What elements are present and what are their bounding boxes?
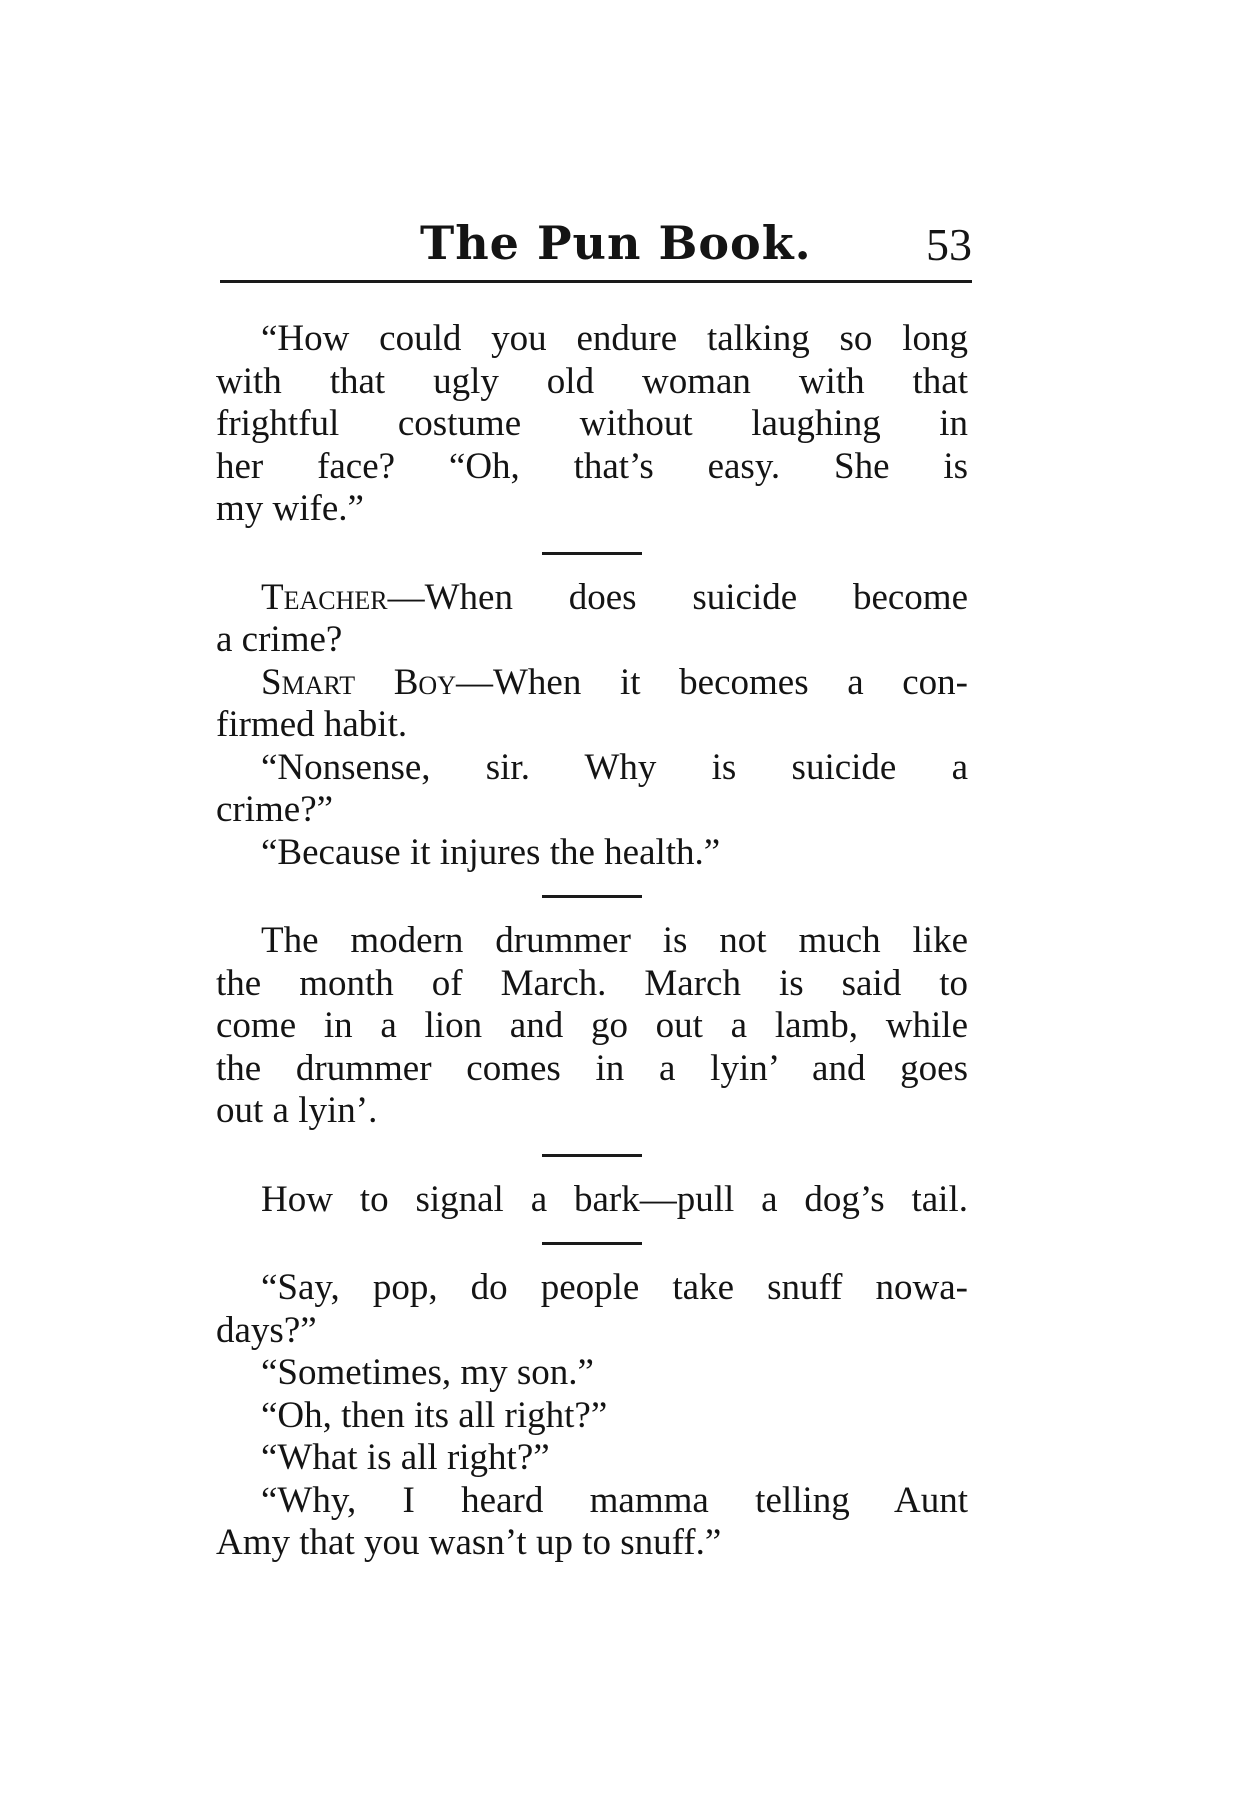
text-line: “Sometimes, my son.” [261, 1352, 594, 1393]
line-text: —When does suicide become [387, 576, 968, 618]
section-divider [542, 552, 642, 555]
section-divider [542, 1154, 642, 1157]
text-line: “Nonsense, sir. Why is suicide a [261, 746, 968, 788]
joke-1 [216, 318, 968, 531]
text-line: How to signal a bark—pull a dog’s tail. [261, 1178, 968, 1220]
dialogue-line [216, 577, 968, 620]
dialogue-line [216, 662, 968, 705]
page-body [216, 318, 968, 1565]
joke-3 [216, 920, 968, 1133]
line-text: —When it becomes a con- [456, 661, 968, 703]
text-line: Amy that you wasn’t up to snuff.” [216, 1522, 722, 1563]
page-header [220, 210, 972, 283]
joke-4 [216, 1179, 968, 1222]
text-line: The modern drummer is not much like [261, 920, 968, 961]
text-line: frightful costume without laughing in [216, 403, 968, 444]
text-line: days?” [216, 1309, 317, 1351]
text-line: the drummer comes in a lyin’ and goes [216, 1047, 968, 1089]
text-line: “How could you endure talking so long [261, 318, 968, 359]
text-line: out a lyin’. [216, 1090, 378, 1131]
page-number: 53 [926, 219, 972, 270]
text-line: “Because it injures the health.” [261, 831, 721, 873]
joke-5 [216, 1267, 968, 1565]
text-line: “Why, I heard mamma telling Aunt [261, 1479, 968, 1521]
speaker-teacher: Teacher [261, 576, 388, 618]
text-line: the month of March. March is said to [216, 962, 968, 1004]
text-line: her face? “Oh, that’s easy. She is [216, 445, 968, 487]
text-line: my wife.” [216, 488, 364, 529]
joke-2 [216, 577, 968, 875]
text-line: “Say, pop, do people take snuff nowa- [261, 1267, 968, 1308]
text-line: come in a lion and go out a lamb, while [216, 1005, 968, 1046]
text-line: with that ugly old woman with that [216, 360, 968, 402]
text-line: “What is all right?” [261, 1437, 550, 1478]
running-title: The Pun Book. [420, 216, 812, 270]
speaker-smart-boy: Smart Boy [261, 661, 456, 703]
text-line: crime?” [216, 789, 334, 830]
section-divider [542, 1242, 642, 1245]
section-divider [542, 895, 642, 898]
text-line: “Oh, then its all right?” [261, 1394, 608, 1436]
text-line: firmed habit. [216, 704, 408, 745]
text-line: a crime? [216, 619, 343, 660]
